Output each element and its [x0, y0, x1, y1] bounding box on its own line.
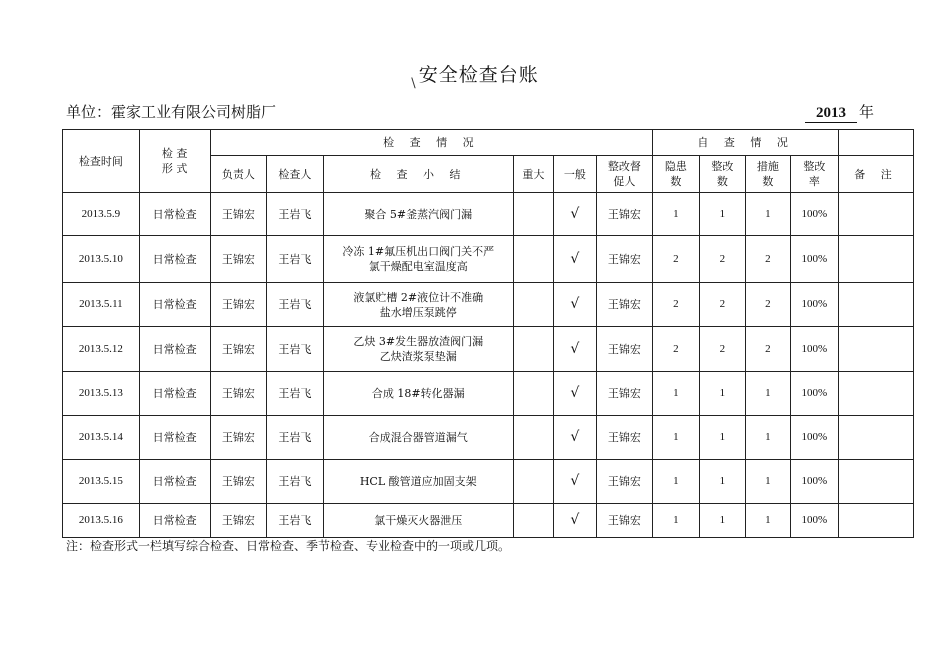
remarks-cell: [839, 283, 914, 327]
rectify-count-cell: 1: [699, 372, 745, 416]
form-cell: 日常检查: [139, 372, 210, 416]
rectify-rate-cell: 100%: [790, 416, 839, 460]
rectify-rate-cell: 100%: [790, 372, 839, 416]
general-cell: √: [554, 416, 596, 460]
remarks-cell: [839, 416, 914, 460]
measures-count-cell: 1: [746, 416, 790, 460]
rectify-rate-cell: 100%: [790, 236, 839, 283]
form-cell: 日常检查: [139, 193, 210, 236]
major-cell: [513, 504, 553, 538]
supervisor-cell: 王锦宏: [596, 504, 653, 538]
major-cell: [513, 283, 553, 327]
table-row: [63, 193, 914, 236]
summary-line: 乙炔 3#发生器放渣阀门漏: [353, 335, 484, 348]
year-suffix: 年: [859, 103, 875, 121]
date-cell: 2013.5.9: [63, 193, 140, 236]
measures-count-cell: 2: [746, 327, 790, 372]
rectify-rate-cell: 100%: [790, 283, 839, 327]
hazard-count-cell: 1: [653, 460, 699, 504]
summary-line: 冷冻 1#氟压机出口阀门关不严: [342, 245, 495, 258]
date-cell: 2013.5.14: [63, 416, 140, 460]
inspector-cell: 王岩飞: [267, 327, 324, 372]
summary-cell: [323, 416, 513, 460]
header-inspection-situation: 检 查 情 况: [210, 130, 653, 156]
summary-cell: [323, 193, 513, 236]
major-cell: [513, 460, 553, 504]
rectify-count-cell: 2: [699, 283, 745, 327]
supervisor-cell: 王锦宏: [596, 327, 653, 372]
summary-cell: [323, 283, 513, 327]
measures-count-cell: 1: [746, 504, 790, 538]
date-cell: 2013.5.13: [63, 372, 140, 416]
form-cell: 日常检查: [139, 416, 210, 460]
inspector-cell: 王岩飞: [267, 504, 324, 538]
summary-line: 盐水增压泵跳停: [379, 305, 457, 319]
header-measures-count: 措施 数: [746, 156, 790, 193]
header-major: 重大: [513, 156, 553, 193]
date-cell: 2013.5.12: [63, 327, 140, 372]
hazard-count-cell: 1: [653, 193, 699, 236]
header-rectify-rate: 整改 率: [790, 156, 839, 193]
remarks-cell: [839, 327, 914, 372]
rectify-count-cell: 1: [699, 504, 745, 538]
table-row: [63, 460, 914, 504]
table-row: [63, 416, 914, 460]
header-check-form: [139, 130, 210, 193]
responsible-cell: 王锦宏: [210, 372, 267, 416]
rectify-count-cell: 1: [699, 193, 745, 236]
header-blank: [839, 130, 914, 156]
hazard-count-cell: 2: [653, 327, 699, 372]
summary-line: 氯干燥灭火器泄压: [374, 514, 463, 527]
responsible-cell: 王锦宏: [210, 416, 267, 460]
remarks-cell: [839, 504, 914, 538]
general-cell: √: [554, 193, 596, 236]
supervisor-cell: 王锦宏: [596, 460, 653, 504]
responsible-cell: 王锦宏: [210, 193, 267, 236]
date-cell: 2013.5.15: [63, 460, 140, 504]
form-cell: 日常检查: [139, 327, 210, 372]
major-cell: [513, 372, 553, 416]
responsible-cell: 王锦宏: [210, 283, 267, 327]
supervisor-cell: 王锦宏: [596, 416, 653, 460]
header-responsible: 负责人: [210, 156, 267, 193]
measures-count-cell: 2: [746, 283, 790, 327]
ledger-body: [63, 193, 914, 538]
remarks-cell: [839, 372, 914, 416]
table-row: [63, 504, 914, 538]
summary-line: HCL 酸管道应加固支架: [359, 475, 477, 488]
rectify-count-cell: 2: [699, 236, 745, 283]
remarks-cell: [839, 193, 914, 236]
date-cell: 2013.5.16: [63, 504, 140, 538]
header-hazard-count: 隐患 数: [653, 156, 699, 193]
summary-cell: [323, 460, 513, 504]
stray-mark: \: [411, 76, 417, 91]
measures-count-cell: 1: [746, 460, 790, 504]
measures-count-cell: 2: [746, 236, 790, 283]
table-row: [63, 327, 914, 372]
title-text: 安全检查台账: [418, 64, 539, 86]
general-cell: √: [554, 236, 596, 283]
header-self-check-situation: 自 查 情 况: [653, 130, 839, 156]
form-cell: 日常检查: [139, 283, 210, 327]
summary-line: 聚合 5#釜蒸汽阀门漏: [364, 207, 473, 221]
summary-line: 氯干燥配电室温度高: [368, 260, 468, 273]
inspector-cell: 王岩飞: [267, 283, 324, 327]
responsible-cell: 王锦宏: [210, 327, 267, 372]
summary-cell: [323, 327, 513, 372]
header-summary: 检 查 小 结: [323, 156, 513, 193]
measures-count-cell: 1: [746, 372, 790, 416]
footnote: 注：检查形式一栏填写综合检查、日常检查、季节检查、专业检查中的一项或几项。: [66, 539, 511, 553]
inspector-cell: 王岩飞: [267, 460, 324, 504]
rectify-rate-cell: 100%: [790, 327, 839, 372]
responsible-cell: 王锦宏: [210, 504, 267, 538]
form-cell: 日常检查: [139, 504, 210, 538]
summary-line: 合成 18#转化器漏: [371, 387, 465, 400]
general-cell: √: [554, 460, 596, 504]
document-title: [0, 60, 950, 91]
rectify-count-cell: 1: [699, 460, 745, 504]
supervisor-cell: 王锦宏: [596, 236, 653, 283]
hazard-count-cell: 1: [653, 372, 699, 416]
year-value: 2013: [805, 105, 857, 123]
rectify-rate-cell: 100%: [790, 504, 839, 538]
hazard-count-cell: 2: [653, 283, 699, 327]
table-row: [63, 283, 914, 327]
header-supervisor: 整改督 促人: [596, 156, 653, 193]
major-cell: [513, 193, 553, 236]
form-cell: 日常检查: [139, 236, 210, 283]
year-field: [805, 101, 874, 123]
responsible-cell: 王锦宏: [210, 236, 267, 283]
general-cell: √: [554, 372, 596, 416]
major-cell: [513, 236, 553, 283]
responsible-cell: 王锦宏: [210, 460, 267, 504]
inspector-cell: 王岩飞: [267, 416, 324, 460]
inspection-ledger-table: [62, 129, 914, 538]
measures-count-cell: 1: [746, 193, 790, 236]
rectify-count-cell: 2: [699, 327, 745, 372]
inspector-cell: 王岩飞: [267, 372, 324, 416]
form-cell: 日常检查: [139, 460, 210, 504]
general-cell: √: [554, 504, 596, 538]
major-cell: [513, 327, 553, 372]
rectify-count-cell: 1: [699, 416, 745, 460]
inspector-cell: 王岩飞: [267, 193, 324, 236]
summary-cell: [323, 372, 513, 416]
summary-cell: [323, 236, 513, 283]
remarks-cell: [839, 460, 914, 504]
rectify-rate-cell: 100%: [790, 193, 839, 236]
supervisor-cell: 王锦宏: [596, 283, 653, 327]
header-check-form-text: 检 查 形 式: [161, 147, 188, 175]
header-rectify-count: 整改 数: [699, 156, 745, 193]
table-row: [63, 236, 914, 283]
general-cell: √: [554, 327, 596, 372]
major-cell: [513, 416, 553, 460]
hazard-count-cell: 1: [653, 504, 699, 538]
header-check-time: 检查时间: [63, 130, 140, 193]
supervisor-cell: 王锦宏: [596, 372, 653, 416]
general-cell: √: [554, 283, 596, 327]
summary-line: 液氯贮槽 2#液位计不准确: [353, 290, 484, 304]
summary-cell: [323, 504, 513, 538]
remarks-cell: [839, 236, 914, 283]
inspector-cell: 王岩飞: [267, 236, 324, 283]
rectify-rate-cell: 100%: [790, 460, 839, 504]
header-general: 一般: [554, 156, 596, 193]
unit-label: 单位：霍家工业有限公司树脂厂: [66, 103, 277, 121]
summary-line: 合成混合器管道漏气: [368, 431, 468, 444]
header-inspector: 检查人: [267, 156, 324, 193]
header-remarks: 备 注: [839, 156, 914, 193]
hazard-count-cell: 2: [653, 236, 699, 283]
date-cell: 2013.5.10: [63, 236, 140, 283]
table-row: [63, 372, 914, 416]
summary-line: 乙炔渣浆泵垫漏: [379, 350, 457, 363]
supervisor-cell: 王锦宏: [596, 193, 653, 236]
date-cell: 2013.5.11: [63, 283, 140, 327]
hazard-count-cell: 1: [653, 416, 699, 460]
